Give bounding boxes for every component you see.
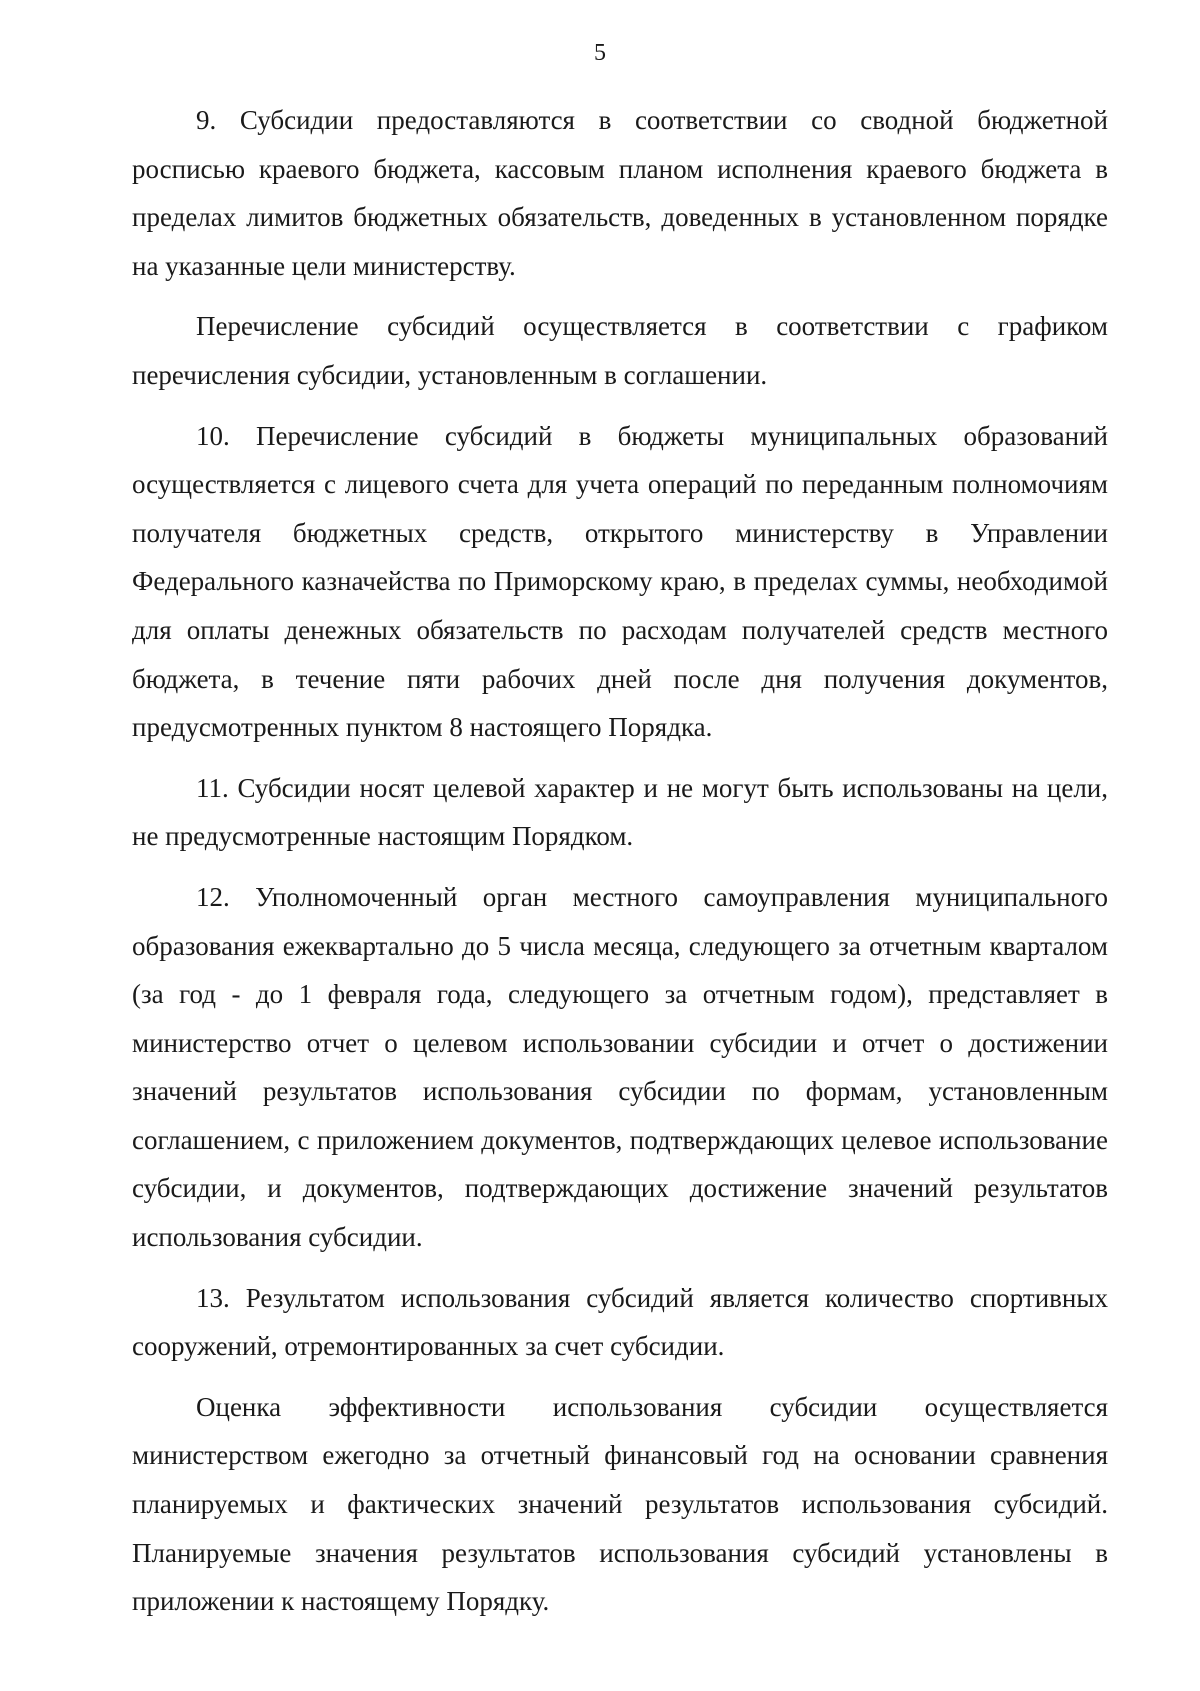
paragraph-12: 12. Уполномоченный орган местного самоуправления муниципального образования ежеквартально до 5 числа месяца, следующего за отчетным кварталом (за год - до 1 февраля года, следующего за отчетным годом), представляет в министерство отчет о целевом использовании субсидии и отчет о достижении значений результатов использования субсидии по формам, установленным соглашением, с приложением документов, подтверждающих целевое использование субсидии, и документов, подтверждающих достижение значений результатов использования субсидии. bbox=[132, 881, 1108, 1253]
paragraph-9: 9. Субсидии предоставляются в соответствии со сводной бюджетной росписью краевого бюджета, кассовым планом исполнения краевого бюджета в пределах лимитов бюджетных обязательств, доведенных в установленном порядке на указанные цели министерству. bbox=[132, 105, 1108, 281]
document-body bbox=[132, 96, 1108, 1626]
paragraph-transfer-schedule: Перечисление субсидий осуществляется в соответствии с графиком перечисления субсидии, установленным в соглашении. bbox=[132, 311, 1108, 390]
paragraph-efficiency-assessment: Оценка эффективности использования субсидии осуществляется министерством ежегодно за отчетный финансовый год на основании сравнения планируемых и фактических значений результатов использования субсидий. Планируемые значения результатов использования субсидий установлены в приложении к настоящему Порядку. bbox=[132, 1391, 1108, 1617]
paragraph-13: 13. Результатом использования субсидий является количество спортивных сооружений, отремонтированных за счет субсидии. bbox=[132, 1282, 1108, 1362]
paragraph-11: 11. Субсидии носят целевой характер и не могут быть использованы на цели, не предусмотренные настоящим Порядком. bbox=[132, 772, 1108, 852]
page-number: 5 bbox=[594, 40, 606, 66]
paragraph-10: 10. Перечисление субсидий в бюджеты муниципальных образований осуществляется с лицевого счета для учета операций по переданным полномочиям получателя бюджетных средств, открытого министерству в Управлении Федерального казначейства по Приморскому краю, в пределах суммы, необходимой для оплаты денежных обязательств по расходам получателей средств местного бюджета, в течение пяти рабочих дней после дня получения документов, предусмотренных пунктом 8 настоящего Порядка. bbox=[132, 420, 1108, 743]
